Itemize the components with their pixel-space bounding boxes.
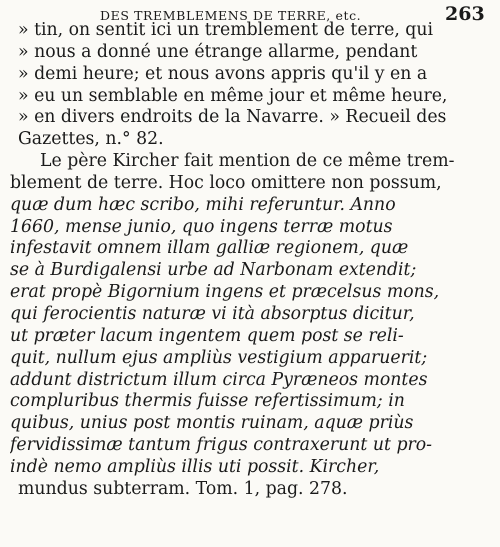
- text-line: quit, nullum ejus ampliùs vestigium apparuerit;: [10, 347, 428, 368]
- page-number: 263: [445, 3, 485, 25]
- text-line: quibus, unius post montis ruinam, aquæ priùs: [10, 413, 414, 434]
- text-line: blement de terre. Hoc loco omittere non possum,: [10, 172, 442, 193]
- text-line: Le père Kircher fait mention de ce même trem-: [40, 151, 455, 172]
- text-line: mundus subterram. Tom. 1, pag. 278.: [18, 478, 348, 499]
- text-line: qui ferocientis naturæ vi ità absorptus dicitur,: [10, 303, 415, 324]
- text-line: infestavit omnem illam galliæ regionem, quæ: [10, 238, 409, 259]
- text-line: compluribus thermis fuisse refertissimum; in: [10, 391, 405, 412]
- text-line: indè nemo ampliùs illis uti possit. Kircher,: [10, 456, 380, 477]
- text-line: quæ dum hæc scribo, mihi referuntur. Anno: [10, 194, 396, 215]
- text-line: » nous a donné une étrange allarme, pendant: [18, 41, 418, 62]
- text-line: addunt districtum illum circa Pyræneos montes: [10, 369, 428, 390]
- text-line: erat propè Bigornium ingens et præcelsus mons,: [10, 282, 440, 303]
- text-line: 1660, mense junio, quo ingens terræ motus: [10, 216, 393, 237]
- text-line: » en divers endroits de la Navarre. » Recueil des: [18, 107, 447, 128]
- text-line: » demi heure; et nous avons appris qu'il y en a: [18, 63, 428, 84]
- text-line: fervidissimæ tantum frigus contraxerunt ut pro-: [10, 435, 433, 456]
- body-text: [10, 20, 495, 501]
- text-line: se à Burdigalensi urbe ad Narbonam extendit;: [10, 260, 417, 281]
- text-line: ut præter lacum ingentem quem post se reli-: [10, 325, 404, 346]
- text-line: Gazettes, n.° 82.: [18, 129, 164, 150]
- text-line: » tin, on sentit ici un tremblement de terre, qui: [18, 20, 434, 40]
- running-title: DES TREMBLEMENS DE TERRE, etc.: [100, 8, 362, 23]
- text-line: » eu un semblable en même jour et même heure,: [18, 85, 448, 106]
